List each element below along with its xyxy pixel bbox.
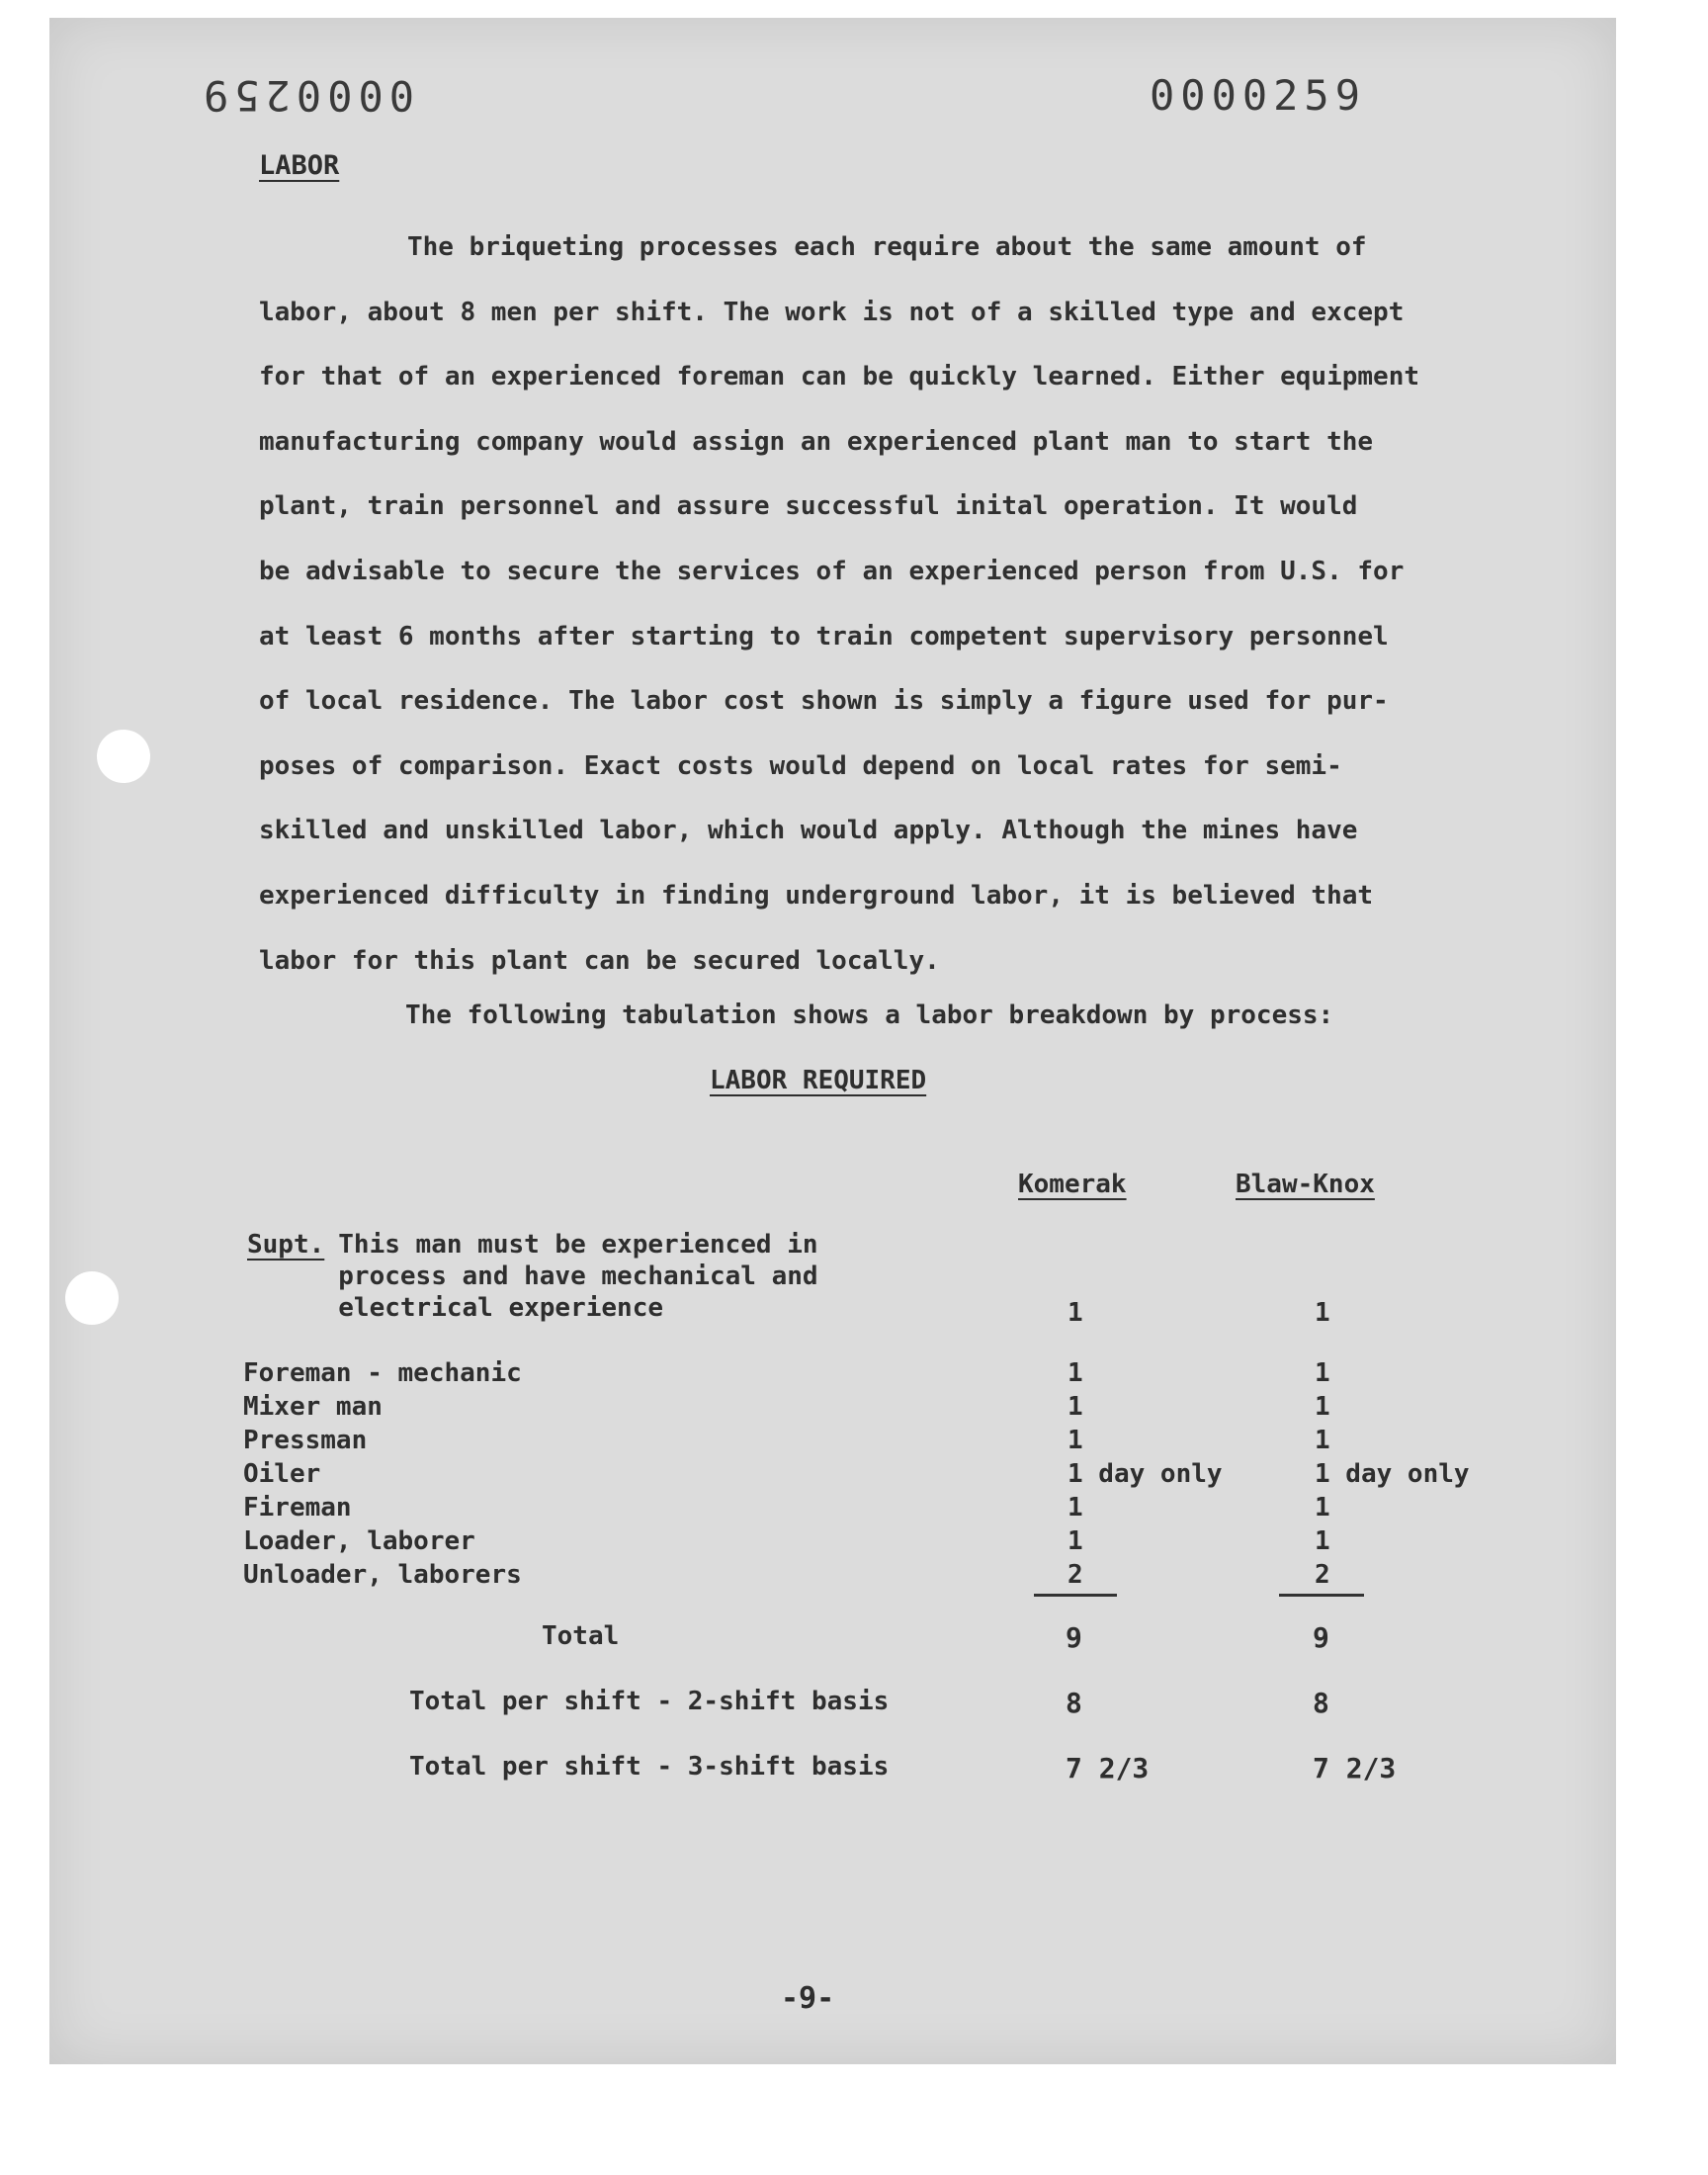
supt-value-komerak: 1 — [1068, 1298, 1083, 1328]
column-header-komerak: Komerak — [1018, 1170, 1127, 1199]
page-number: -9- — [781, 1981, 835, 2016]
supt-row — [247, 1229, 852, 1324]
paragraph-line: skilled and unskilled labor, which would apply. Although the mines have — [259, 816, 1358, 846]
section-heading: LABOR — [259, 150, 340, 181]
role-value: 1 — [1315, 1526, 1330, 1556]
paragraph-line: labor for this plant can be secured locally. — [259, 945, 940, 976]
role-value: 2 — [1315, 1560, 1330, 1590]
shift3-value-komerak: 7 2/3 — [1066, 1752, 1150, 1784]
role-value: 1 — [1315, 1392, 1330, 1422]
role-value: 1 day only — [1068, 1459, 1223, 1489]
paragraph-line: manufacturing company would assign an experienced plant man to start the — [259, 426, 1374, 457]
role-value: 1 day only — [1315, 1459, 1470, 1489]
tabulation-intro: The following tabulation shows a labor breakdown by process: — [405, 1000, 1334, 1030]
role-labels — [243, 1356, 522, 1592]
paragraph-line: The briqueting processes each require about the same amount of — [407, 232, 1367, 262]
sum-rule-blaw-knox — [1279, 1594, 1364, 1597]
komerak-values — [1068, 1356, 1223, 1592]
role-label: Unloader, laborers — [243, 1560, 522, 1590]
role-value: 1 — [1068, 1526, 1083, 1556]
role-value: 2 — [1068, 1560, 1083, 1590]
paragraph-line: at least 6 months after starting to train competent supervisory personnel — [259, 621, 1389, 652]
supt-description: This man must be experienced in process and have mechanical and electrical experience — [338, 1230, 818, 1323]
shift2-label: Total per shift - 2-shift basis — [409, 1687, 890, 1716]
paragraph-line: poses of comparison. Exact costs would depend on local rates for semi- — [259, 750, 1342, 781]
shift3-label: Total per shift - 3-shift basis — [409, 1752, 890, 1782]
shift2-value-komerak: 8 — [1066, 1687, 1082, 1719]
punch-hole — [97, 730, 150, 783]
shift3-value-blaw-knox: 7 2/3 — [1313, 1752, 1397, 1784]
paragraph-line: plant, train personnel and assure successful inital operation. It would — [259, 491, 1358, 522]
page-stamp-inverted: 0000259 — [198, 71, 415, 120]
column-header-blaw-knox: Blaw-Knox — [1236, 1170, 1375, 1199]
body-paragraph — [259, 216, 1524, 994]
role-value: 1 — [1315, 1493, 1330, 1522]
sum-rule-komerak — [1034, 1594, 1117, 1597]
role-label: Oiler — [243, 1459, 321, 1489]
role-value: 1 — [1315, 1426, 1330, 1455]
total-value-komerak: 9 — [1066, 1621, 1082, 1654]
role-value: 1 — [1068, 1493, 1083, 1522]
role-label: Foreman - mechanic — [243, 1358, 522, 1388]
paragraph-line: labor, about 8 men per shift. The work is not of a skilled type and except — [259, 297, 1405, 327]
paragraph-line: of local residence. The labor cost shown is simply a figure used for pur- — [259, 686, 1389, 717]
role-label: Mixer man — [243, 1392, 383, 1422]
total-value-blaw-knox: 9 — [1313, 1621, 1329, 1654]
shift2-value-blaw-knox: 8 — [1313, 1687, 1329, 1719]
role-label: Fireman — [243, 1493, 352, 1522]
role-value: 1 — [1068, 1426, 1083, 1455]
role-value: 1 — [1068, 1392, 1083, 1422]
role-label: Pressman — [243, 1426, 368, 1455]
punch-hole — [65, 1271, 119, 1325]
supt-label: Supt. — [247, 1230, 325, 1260]
role-value: 1 — [1315, 1358, 1330, 1388]
role-value: 1 — [1068, 1358, 1083, 1388]
supt-value-blaw-knox: 1 — [1315, 1298, 1330, 1328]
total-label: Total — [542, 1621, 620, 1651]
paragraph-line: for that of an experienced foreman can be quickly learned. Either equipment — [259, 362, 1419, 392]
blaw-knox-values — [1315, 1356, 1470, 1592]
paragraph-line: be advisable to secure the services of an experienced person from U.S. for — [259, 556, 1405, 586]
page-stamp: 0000259 — [1150, 71, 1367, 120]
paragraph-line: experienced difficulty in finding underground labor, it is believed that — [259, 880, 1374, 911]
table-title: LABOR REQUIRED — [710, 1066, 927, 1095]
role-label: Loader, laborer — [243, 1526, 475, 1556]
